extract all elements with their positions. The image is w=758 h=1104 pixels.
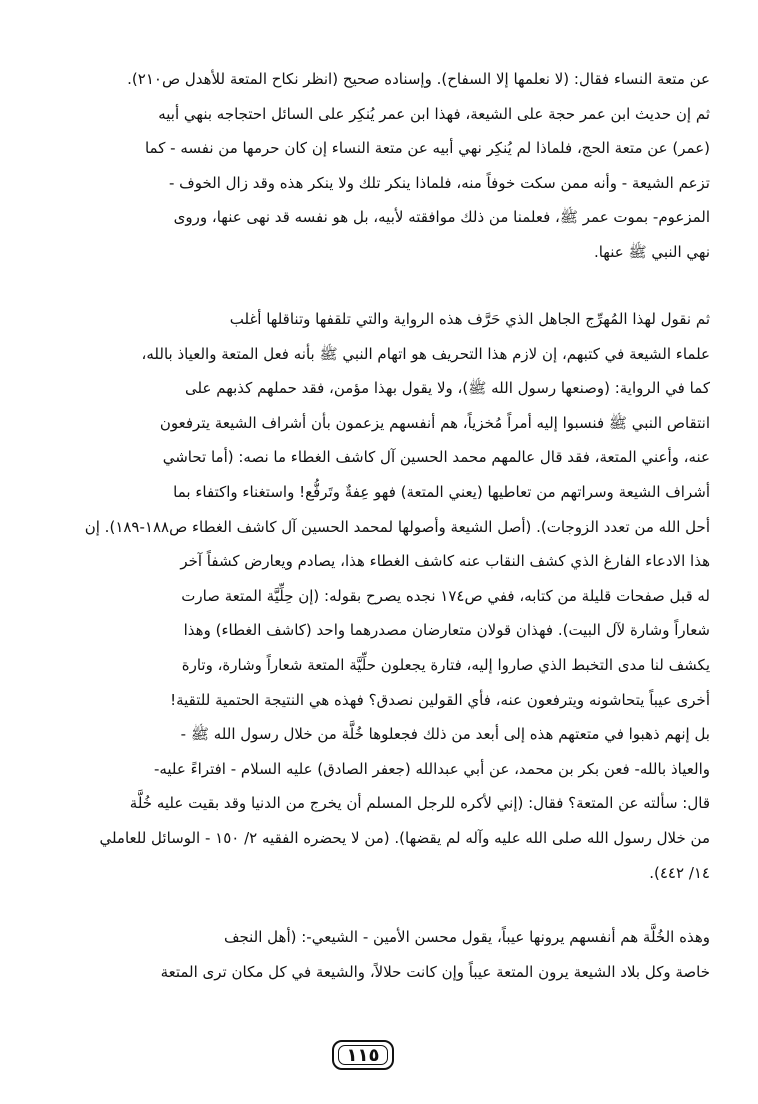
text-line: تزعم الشيعة - وأنه ممن سكت خوفاً منه، فلماذا ينكر تلك ولا ينكر هذه وقد زال الخوف - (168, 173, 710, 192)
text-line: بل إنهم ذهبوا في متعتهم هذه إلى أبعد من ذلك فجعلوها خُلَّة من خلال رسول الله ﷺ - (180, 725, 710, 744)
text-line: ثم إن حديث ابن عمر حجة على الشيعة، فهذا ابن عمر يُنكِر على السائل احتجاجه بنهي أبيه (158, 104, 710, 123)
text-line: كما في الرواية: (وصنعها رسول الله ﷺ)، ولا يقول بهذا مؤمن، فقد حملهم كذبهم على (185, 379, 710, 398)
text-line: يكشف لنا مدى التخبط الذي صاروا إليه، فتارة يجعلون حلِّيَّة المتعة شعاراً وشارة، وتارة (181, 655, 710, 674)
text-line: عنه، وأعني المتعة، فقد قال عالمهم محمد الحسين آل كاشف الغطاء ما نصه: (أما تحاشي (162, 448, 710, 467)
text-line: أشراف الشيعة وسراتهم من تعاطيها (يعني المتعة) فهو عِفةٌ وتَرفُّع! واستغناء واكتفاء بما (173, 482, 710, 501)
text-line: المزعوم- بموت عمر ﷺ، فعلمنا من ذلك موافقته لأبيه، بل هو نفسه قد نهى عنها، وروى (173, 208, 710, 227)
text-line: انتقاص النبي ﷺ فنسبوا إليه أمراً مُخزياً، هم أنفسهم يزعمون بأن أشراف الشيعة يترفعون (159, 413, 710, 432)
text-line: (عمر) عن متعة الحج، فلماذا لم يُنكِر نهي أبيه عن متعة النساء إن كان حرمها من نفسه - كما (144, 139, 710, 158)
paragraph-2 (48, 302, 710, 890)
paragraph-3 (48, 920, 710, 989)
text-line: هذا الادعاء الفارغ الذي كشف النقاب عنه كاشف الغطاء هذا، يصادم ويعارض كشفاً آخر (180, 552, 710, 571)
text-line: قال: سألته عن المتعة؟ فقال: (إني لأكره للرجل المسلم أن يخرج من الدنيا وقد بقيت عليه خُلَّة (129, 794, 710, 813)
text-line: شعاراً وشارة لآل البيت). فهذان قولان متعارضان مصدرهما واحد (كاشف الغطاء) وهذا (183, 621, 710, 640)
text-line: والعياذ بالله- فعن بكر بن محمد، عن أبي عبدالله (جعفر الصادق) عليه السلام - افتراءً عليه- (153, 759, 710, 778)
text-line: ١٤/ ٤٤٢). (649, 863, 710, 882)
text-line: من خلال رسول الله صلى الله عليه وآله لم يقضها). (من لا يحضره الفقيه ٢/ ١٥٠ - الوسائل للعاملي (99, 828, 710, 847)
text-line: علماء الشيعة في كتبهم، إن لازم هذا التحريف هو اتهام النبي ﷺ بأنه فعل المتعة والعياذ بالله، (141, 344, 710, 363)
text-line: عن متعة النساء فقال: (لا نعلمها إلا السفاح). وإسناده صحيح (انظر نكاح المتعة للأهدل ص٢١٠). (127, 70, 710, 88)
text-line: له قبل صفحات قليلة من كتابه، ففي ص١٧٤ نجده يصرح بقوله: (إن حِلِّيَّة المتعة صارت (181, 586, 710, 605)
text-line: نهي النبي ﷺ عنها. (593, 242, 710, 261)
text-line: أخرى عيباً يتحاشونه ويترفعون عنه، فأي القولين نصدق؟ فهذه هي النتيجة الحتمية للتقية! (170, 690, 710, 709)
text-line: أحل الله من تعدد الزوجات). (أصل الشيعة وأصولها لمحمد الحسين آل كاشف الغطاء ص١٨٨-١٨٩). إن (84, 517, 710, 536)
text-line: وهذه الخُلَّة هم أنفسهم يرونها عيباً، يقول محسن الأمين - الشيعي-: (أهل النجف (223, 928, 710, 946)
page-number: ١١٥ (332, 1040, 394, 1070)
text-line: خاصة وكل بلاد الشيعة يرون المتعة عيباً وإن كانت حلالاً، والشيعة في كل مكان ترى المتعة (160, 962, 710, 981)
text-line: ثم نقول لهذا المُهرِّج الجاهل الذي حَرَّف هذه الرواية والتي تلقفها وتناقلها أغلب (229, 310, 710, 328)
paragraph-1 (48, 62, 710, 270)
